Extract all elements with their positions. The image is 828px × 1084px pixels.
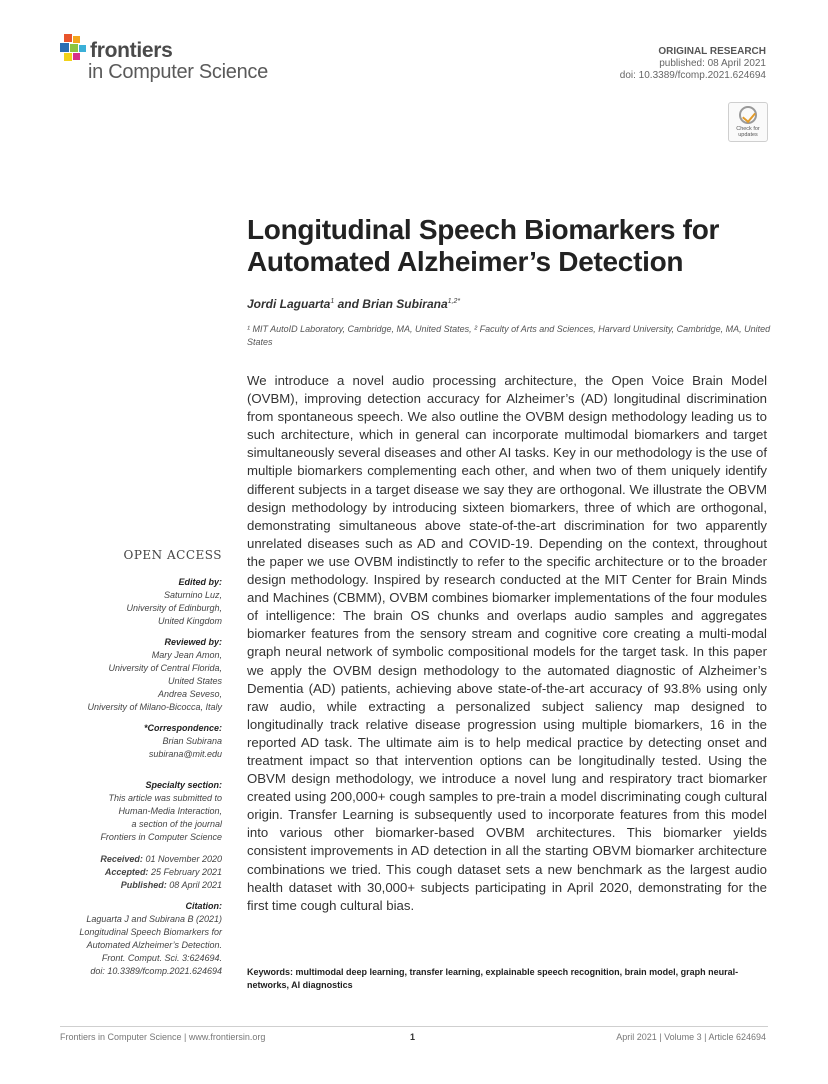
received-label: Received: [100, 854, 143, 864]
affiliations: ¹ MIT AutoID Laboratory, Cambridge, MA, United States, ² Faculty of Arts and Sciences, Harvard University, Cambridge, MA, United States [247, 324, 771, 347]
accepted-label: Accepted: [104, 867, 149, 877]
frontiers-logo-icon [60, 34, 88, 64]
authors [247, 297, 460, 311]
received-date: 01 November 2020 [145, 854, 222, 864]
keywords-label: Keywords: [247, 967, 294, 977]
article-header-meta [620, 46, 766, 82]
footer-journal-link[interactable]: Frontiers in Computer Science | www.frontiersin.org [60, 1032, 266, 1042]
open-access-label: OPEN ACCESS [123, 548, 222, 562]
specialty-line: Frontiers in Computer Science [100, 832, 222, 842]
specialty-line: This article was submitted to [108, 793, 222, 803]
keywords [247, 966, 767, 992]
article-info-sidebar [22, 576, 222, 978]
check-updates-label: Check for updates [736, 126, 760, 138]
editor-line: United Kingdom [157, 616, 222, 626]
correspondence-email[interactable]: subirana@mit.edu [148, 749, 222, 759]
reviewer-line: United States [167, 676, 222, 686]
journal-logo [60, 34, 290, 84]
citation-line: Automated Alzheimer’s Detection. [86, 940, 222, 950]
published-label: Published: [120, 880, 167, 890]
editor-line: University of Edinburgh, [126, 603, 222, 613]
edited-by-label: Edited by: [178, 577, 222, 587]
author-2-affil: 1,2* [447, 298, 461, 305]
logo-word-journal: in Computer Science [88, 61, 268, 83]
author-2[interactable]: Brian Subirana [362, 297, 448, 311]
check-mark-icon [739, 106, 757, 124]
specialty-section-label: Specialty section: [145, 780, 222, 790]
reviewer-line: Mary Jean Amon, [151, 650, 222, 660]
authors-and: and [334, 297, 363, 311]
article-doi: doi: 10.3389/fcomp.2021.624694 [619, 70, 766, 81]
published-line [22, 879, 222, 892]
author-1-affil: 1 [330, 298, 335, 305]
keywords-text: multimodal deep learning, transfer learning, explainable speech recognition, brain model, graph neural-networks, AI diagnostics [247, 967, 739, 990]
correspondence-name: Brian Subirana [162, 736, 222, 746]
accepted-date: 25 February 2021 [150, 867, 222, 877]
editor-line: Saturnino Luz, [163, 590, 222, 600]
reviewer-line: Andrea Seveso, [157, 689, 222, 699]
article-type: ORIGINAL RESEARCH [658, 46, 766, 57]
received-line [22, 853, 222, 866]
citation-line: Laguarta J and Subirana B (2021) [86, 914, 222, 924]
published-date-sidebar: 08 April 2021 [169, 880, 222, 890]
reviewer-line: University of Central Florida, [108, 663, 222, 673]
check-for-updates-badge[interactable] [728, 102, 768, 142]
citation-line: Longitudinal Speech Biomarkers for [79, 927, 222, 937]
citation-line: Front. Comput. Sci. 3:624694. [101, 953, 222, 963]
reviewed-by-label: Reviewed by: [164, 637, 222, 647]
page-number: 1 [410, 1032, 416, 1042]
author-1[interactable]: Jordi Laguarta [247, 297, 331, 311]
logo-word-frontiers: frontiers [90, 39, 173, 62]
article-title: Longitudinal Speech Biomarkers for Automated Alzheimer’s Detection [247, 214, 720, 277]
correspondence-label: *Correspondence: [143, 723, 222, 733]
published-date: published: 08 April 2021 [659, 58, 766, 69]
specialty-line: Human-Media Interaction, [118, 806, 222, 816]
footer-divider [60, 1026, 768, 1027]
footer-article-info: April 2021 | Volume 3 | Article 624694 [616, 1032, 766, 1042]
citation-line: doi: 10.3389/fcomp.2021.624694 [90, 966, 222, 976]
citation-label: Citation: [185, 901, 222, 911]
accepted-line [22, 866, 222, 879]
specialty-line: a section of the journal [131, 819, 222, 829]
abstract: We introduce a novel audio processing architecture, the Open Voice Brain Model (OVBM), improving detection accuracy for Alzheimer’s (AD) longitudinal discrimination from spontaneous speech. We also outline the OVBM design methodology leading us to such architecture, which in general can incorporate multimodal biomarkers and target simultaneously several diseases and other AI tasks. Key in our methodology is the use of multiple biomarkers complementing each other, and when two of them uniquely identify different subjects in a target disease we say they are orthogonal. We illustrate the OBVM design methodology by introducing sixteen biomarkers, three of which are orthogonal, demonstrating simultaneous above state-of-the-art discrimination for two apparently unrelated diseases such as AD and COVID-19. Depending on the context, throughout the paper we use OVBM indistinctly to refer to the specific architecture or to the broader design methodology. Inspired by research conducted at the MIT Center for Brain Minds and Machines (CBMM), OVBM combines biomarker implementations of the four modules of intelligence: The brain OS chunks and overlaps audio samples and aggregates biomarker features from the sensory stream and cognitive core creating a multi-modal graph neural network of symbolic compositional models for the target task. In this paper we apply the OVBM design methodology to the automated diagnostic of Alzheimer’s Dementia (AD) patients, achieving above state-of-the-art accuracy of 93.8% using only raw audio, while extracting a personalized subject saliency map designed to longitudinally track relative disease progression using multiple biomarkers, 16 in the reported AD task. The ultimate aim is to help medical practice by detecting onset and treatment impact so that intervention options can be longitudinally tested. Using the OBVM design methodology, we introduce a novel lung and respiratory tract biomarker created using 200,000+ cough samples to pre-train a model discriminating cough cultural origin. Transfer Learning is subsequently used to incorporate features from this model into various other biomarker-based OVBM architectures. This biomarker yields consistent improvements in AD detection in all the starting OBVM biomarker architecture combinations we tried. This cough dataset sets a new benchmark as the largest audio health dataset with 30,000+ subjects participating in April 2020, demonstrating for the first time cough cultural bias. [247, 373, 767, 913]
reviewer-line: University of Milano-Bicocca, Italy [87, 702, 222, 712]
